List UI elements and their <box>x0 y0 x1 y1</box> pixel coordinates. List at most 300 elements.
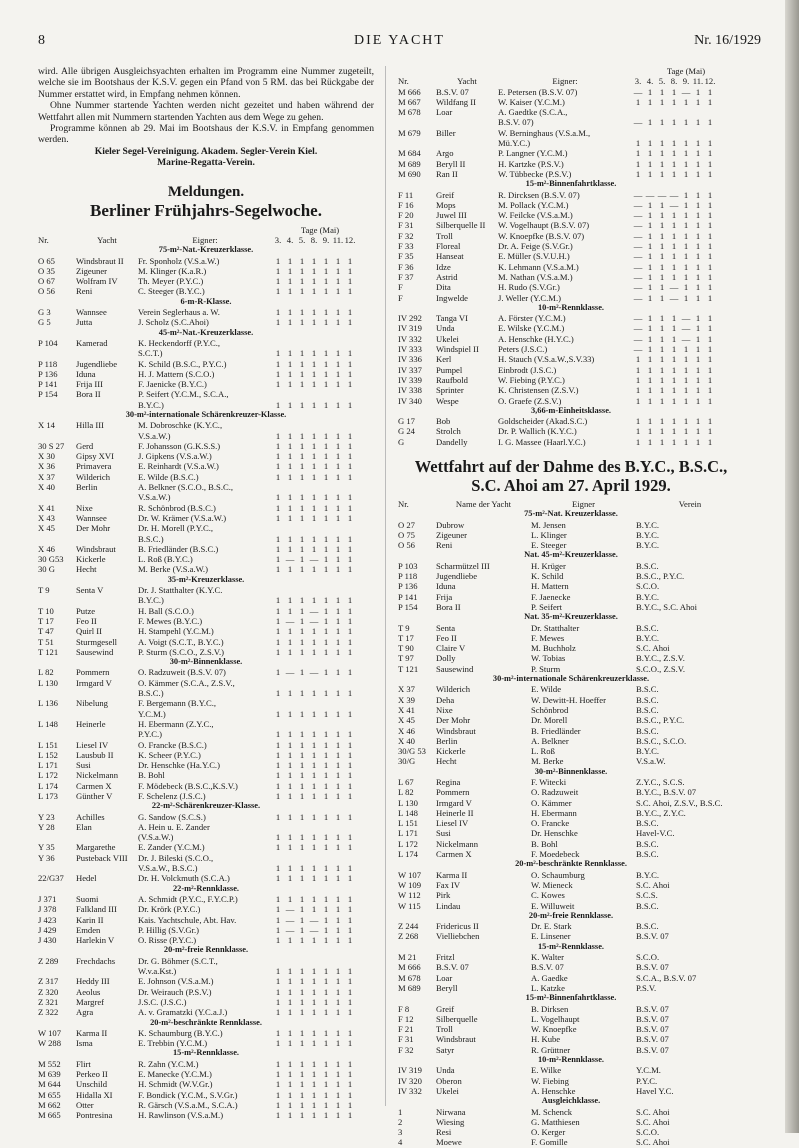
col-days <box>272 235 356 245</box>
owner-name: H. Stauch (V.S.a.W.,S.V.33) <box>498 354 595 365</box>
owner-name: Dr. Morell <box>531 715 568 726</box>
class-heading: 35-m²-Kreuzerklasse. <box>167 574 245 584</box>
owner-name: H. J. Mattern (S.C.O.) <box>138 368 215 379</box>
owner-name: F. Mewes <box>531 632 565 643</box>
club-name: B.S.C. <box>636 900 659 911</box>
day-mark: 1 <box>323 893 329 904</box>
day-mark: 1 <box>311 986 317 997</box>
day-mark: 1 <box>335 615 341 626</box>
owner-name: W. Knoepfke (B.S.V. 07) <box>498 230 585 241</box>
day-mark: 1 <box>659 323 665 334</box>
class-heading: 15-m²-Rennklasse. <box>537 941 605 951</box>
day-mark: 1 <box>671 158 677 169</box>
day-mark: 1 <box>275 1038 281 1049</box>
day-marks <box>632 169 716 179</box>
day-mark: 1 <box>275 492 281 503</box>
owner-name: W. Tobias <box>531 653 566 664</box>
day-mark: — <box>633 251 643 262</box>
day-mark: 1 <box>335 811 341 822</box>
day-mark: 1 <box>683 158 689 169</box>
day-mark: 1 <box>695 344 701 355</box>
page-number: 8 <box>38 33 45 48</box>
day-mark: 1 <box>335 605 341 616</box>
owner-name: P. Seifert (Y.C.M., S.C.A., <box>138 389 229 400</box>
result-row <box>398 890 744 900</box>
day-mark: 1 <box>707 199 713 210</box>
club-name: S.C. Ahoi <box>636 643 670 654</box>
entry-row <box>38 544 374 554</box>
entry-row <box>38 770 374 780</box>
day-mark: 1 <box>347 358 353 369</box>
day-marks <box>632 220 716 230</box>
day-mark: 1 <box>275 904 281 915</box>
club-name: B.S.C. <box>636 560 659 571</box>
day-mark: 1 <box>347 564 353 575</box>
day-marks <box>272 781 356 791</box>
club-name: B.S.C. <box>636 725 659 736</box>
day-mark: — <box>633 241 643 252</box>
entry-row <box>398 426 744 436</box>
day-mark: 1 <box>671 138 677 149</box>
owner-name: F. Mewes (B.Y.C.) <box>138 615 203 626</box>
result-row <box>398 695 744 705</box>
owner-name: Y.C.M.) <box>138 708 166 719</box>
entry-row <box>38 441 374 451</box>
page-edge-shadow <box>785 0 799 1133</box>
yacht-name: Hedel <box>76 873 97 884</box>
owner-name: G. Sandow (S.C.S.) <box>138 811 206 822</box>
sail-number: L 148 <box>398 807 418 818</box>
day-mark: 1 <box>311 461 317 472</box>
result-row <box>398 1065 744 1075</box>
sail-number: P 103 <box>398 560 418 571</box>
day-mark: 1 <box>635 395 641 406</box>
owner-name: Dr. Henschke (Ha.Y.C.) <box>138 760 220 771</box>
result-row <box>398 705 744 715</box>
sail-number: P 118 <box>398 571 418 582</box>
day-mark: 1 <box>695 251 701 262</box>
day-mark: 1 <box>347 533 353 544</box>
sail-number: J 423 <box>38 914 57 925</box>
sail-number: P 141 <box>38 379 58 390</box>
day-mark: 1 <box>647 230 653 241</box>
day-mark: 1 <box>299 348 305 359</box>
day-mark: 1 <box>347 832 353 843</box>
owner-name: B. Bohl <box>531 838 558 849</box>
yacht-name: Liesel IV <box>76 739 109 750</box>
owner-name: F. Bondick (Y.C.M., S.V.Gr.) <box>138 1089 238 1100</box>
day-mark: 1 <box>347 636 353 647</box>
owner-name: F. Johansson (G.K.S.S.) <box>138 440 221 451</box>
yacht-name: Berlin <box>76 482 98 493</box>
sail-number: 2 <box>398 1116 403 1127</box>
day-mark: 1 <box>335 893 341 904</box>
entry-row <box>38 740 374 750</box>
result-row <box>398 1117 744 1127</box>
sail-number: L 82 <box>398 787 414 798</box>
day-mark: 1 <box>275 502 281 513</box>
club-name: B.S.V. 07 <box>636 962 669 973</box>
day-mark: — <box>633 323 643 334</box>
day-mark: 1 <box>707 323 713 334</box>
sail-number: F 37 <box>398 271 414 282</box>
day-mark: 1 <box>323 1110 329 1121</box>
owner-name: B.S.V. 07) <box>498 117 534 128</box>
yacht-name: Fritzl <box>436 952 455 963</box>
owner-name: C. Steeger (B.Y.C.) <box>138 286 205 297</box>
result-row <box>398 581 744 591</box>
day-mark: 1 <box>659 158 665 169</box>
day-mark: 1 <box>275 348 281 359</box>
day-mark: 1 <box>647 199 653 210</box>
results-column-header <box>398 499 744 509</box>
day-mark: 1 <box>647 436 653 447</box>
day-mark: 1 <box>299 1027 305 1038</box>
entry-row <box>398 282 744 292</box>
day-mark: 1 <box>323 636 329 647</box>
day-mark: 1 <box>671 344 677 355</box>
day-marks <box>272 451 356 461</box>
owner-name: Dr. W. Krämer (V.S.a.W.) <box>138 512 227 523</box>
day-mark: 1 <box>647 86 653 97</box>
wettfahrt-heading-1: Wettfahrt auf der Dahme des B.Y.C., B.S.C., <box>414 456 728 476</box>
sail-number: Y 36 <box>38 852 55 863</box>
day-marks <box>272 647 356 657</box>
day-marks <box>272 544 356 554</box>
day-mark: 1 <box>287 1038 293 1049</box>
sail-number: Z 244 <box>398 921 419 932</box>
day-mark: 1 <box>323 265 329 276</box>
day-mark: 1 <box>311 729 317 740</box>
day-mark: 1 <box>695 210 701 221</box>
club-name: B.S.C. <box>636 818 659 829</box>
day-mark: 1 <box>671 313 677 324</box>
day-mark: 1 <box>311 564 317 575</box>
day-marks <box>632 138 716 148</box>
day-mark: 1 <box>275 996 281 1007</box>
day-mark: 1 <box>695 158 701 169</box>
sail-number: T 90 <box>398 643 414 654</box>
day-mark: 1 <box>335 873 341 884</box>
sail-number: L 136 <box>38 698 58 709</box>
day-mark: 1 <box>323 646 329 657</box>
yacht-name: Kickerle <box>436 746 466 757</box>
day-marks <box>272 1059 356 1069</box>
day-mark: 1 <box>659 395 665 406</box>
entry-row <box>38 698 374 708</box>
yacht-name: Carmen X <box>76 780 112 791</box>
sail-number: X 37 <box>398 684 415 695</box>
owner-name: F. Moedebeck <box>531 849 580 860</box>
day-mark: 1 <box>683 220 689 231</box>
entry-row <box>38 1079 374 1089</box>
day-mark: 1 <box>695 117 701 128</box>
class-heading: 45-m²-Nat.-Kreuzerklasse. <box>158 327 254 337</box>
day-mark: 1 <box>347 1110 353 1121</box>
day-mark: 1 <box>683 271 689 282</box>
day-mark: 1 <box>299 615 305 626</box>
day-mark: 1 <box>671 220 677 231</box>
day-mark: 1 <box>335 914 341 925</box>
result-row <box>398 623 744 633</box>
day-marks <box>632 354 716 364</box>
day-mark: 1 <box>275 749 281 760</box>
result-row <box>398 540 744 550</box>
day-mark: 1 <box>683 168 689 179</box>
sail-number: F 21 <box>398 1024 414 1035</box>
day-mark: 1 <box>347 255 353 266</box>
day-mark: 1 <box>647 313 653 324</box>
yacht-name: Hanseat <box>436 251 464 262</box>
day-mark: 1 <box>299 276 305 287</box>
day-mark: 1 <box>323 842 329 853</box>
day-mark: 1 <box>335 554 341 565</box>
owner-name: F. Jaenicke (B.Y.C.) <box>138 379 207 390</box>
left-column <box>38 66 374 1120</box>
yacht-name: Pommern <box>76 667 110 678</box>
day-mark: 1 <box>335 471 341 482</box>
day-mark: 1 <box>347 924 353 935</box>
day-mark: 1 <box>683 261 689 272</box>
day-mark: 1 <box>347 1007 353 1018</box>
day-mark: 1 <box>287 379 293 390</box>
sail-number: Z 268 <box>398 931 419 942</box>
day-mark: 1 <box>287 708 293 719</box>
day-mark: — <box>633 220 643 231</box>
day-mark: 1 <box>287 1110 293 1121</box>
day-mark: 1 <box>287 276 293 287</box>
yacht-name: B.S.V. 07 <box>436 86 469 97</box>
day-mark: 1 <box>311 317 317 328</box>
day-mark: — <box>645 189 655 200</box>
yacht-name: Sprinter <box>436 385 464 396</box>
yacht-name: Troll <box>436 1024 453 1035</box>
day-mark: 1 <box>659 168 665 179</box>
result-row <box>398 1045 744 1055</box>
day-mark: 1 <box>647 117 653 128</box>
yacht-name: Windsbraut <box>76 543 116 554</box>
day-mark: 1 <box>299 512 305 523</box>
intro-paragraph-2: Ohne Nummer startende Yachten werden nicht gezeitet und haben während der Wettfahrt allen mit Nummern startenden Yachten aus dem Wege zu gehen. <box>38 100 374 123</box>
yacht-name: Reni <box>76 286 93 297</box>
day-mark: 1 <box>695 261 701 272</box>
day-marks <box>272 472 356 482</box>
signature-line-2: Marine-Regatta-Verein. <box>157 157 255 169</box>
day-mark: 1 <box>287 976 293 987</box>
yacht-name: Wilderich <box>76 471 111 482</box>
col-yacht: Yacht <box>97 234 117 245</box>
yacht-name: Nirwana <box>436 1106 466 1117</box>
day-mark: 1 <box>287 595 293 606</box>
entry-row <box>38 853 374 863</box>
day-mark: 1 <box>275 667 281 678</box>
day-marks <box>272 812 356 822</box>
class-heading: 22-m²-Schärenkreuzer-Klasse. <box>151 801 261 811</box>
day-mark: 1 <box>311 1079 317 1090</box>
entry-row <box>38 997 374 1007</box>
entry-row <box>38 904 374 914</box>
day-mark: — <box>309 615 319 626</box>
owner-name: H. Rawlinson (V.S.a.M.) <box>138 1110 224 1121</box>
day-marks <box>272 626 356 636</box>
owner-name: V.S.a.W.) <box>138 492 171 503</box>
day-mark: 1 <box>335 451 341 462</box>
day-mark: 1 <box>287 255 293 266</box>
yacht-name: Falkland III <box>76 904 117 915</box>
day-mark: 1 <box>275 368 281 379</box>
day-mark: 1 <box>335 924 341 935</box>
sail-number: G 17 <box>398 416 415 427</box>
day-marks <box>272 1007 356 1017</box>
entry-row <box>38 513 374 523</box>
day-mark: 1 <box>323 595 329 606</box>
day-mark: — <box>309 914 319 925</box>
day-mark: 1 <box>275 440 281 451</box>
sail-number: M 21 <box>398 952 417 963</box>
day-marks <box>272 904 356 914</box>
day-mark: 1 <box>311 688 317 699</box>
yacht-name: Ukelei <box>436 1085 459 1096</box>
day-mark: 1 <box>311 935 317 946</box>
sail-number: M 689 <box>398 982 421 993</box>
sail-number: O 65 <box>38 255 55 266</box>
day-mark: 1 <box>347 1099 353 1110</box>
day-marks <box>272 935 356 945</box>
yacht-name: Strolch <box>436 426 461 437</box>
owner-name: Peters (J.S.C.) <box>498 344 548 355</box>
day-marks <box>272 894 356 904</box>
day-header: 4. <box>646 76 654 87</box>
day-mark: 1 <box>347 379 353 390</box>
yacht-name: Hidalla XI <box>76 1089 113 1100</box>
result-row <box>398 1024 744 1034</box>
owner-name: O. Kerger <box>531 1127 566 1138</box>
day-marks <box>272 1028 356 1038</box>
day-mark: 1 <box>347 996 353 1007</box>
owner-name: P. Langner (Y.C.M.) <box>498 148 568 159</box>
day-mark: 1 <box>695 199 701 210</box>
club-name: S.C.O. <box>636 581 660 592</box>
day-mark: 1 <box>299 379 305 390</box>
day-mark: 1 <box>287 1089 293 1100</box>
day-mark: 1 <box>683 241 689 252</box>
sail-number: M 667 <box>398 96 421 107</box>
day-marks <box>272 873 356 883</box>
owner-name: E. Wilske (Y.C.M.) <box>498 323 565 334</box>
day-mark: 1 <box>659 426 665 437</box>
day-marks <box>272 863 356 873</box>
day-mark: 1 <box>311 1038 317 1049</box>
day-mark: 1 <box>299 708 305 719</box>
day-mark: 1 <box>347 368 353 379</box>
day-marks <box>632 262 716 272</box>
day-mark: 1 <box>299 636 305 647</box>
day-mark: 1 <box>347 286 353 297</box>
day-mark: 1 <box>659 374 665 385</box>
entry-row <box>398 169 744 179</box>
day-mark: 1 <box>335 307 341 318</box>
day-mark: 1 <box>299 780 305 791</box>
owner-name: Dr. P. Wallich (K.Y.C.) <box>498 426 577 437</box>
day-mark: 1 <box>635 138 641 149</box>
day-mark: 1 <box>311 1007 317 1018</box>
day-mark: 1 <box>335 512 341 523</box>
owner-name: W. Kaiser (Y.C.M.) <box>498 96 565 107</box>
day-mark: 1 <box>695 416 701 427</box>
day-mark: 1 <box>287 492 293 503</box>
day-mark: 1 <box>683 138 689 149</box>
day-marks <box>632 375 716 385</box>
result-row <box>398 643 744 653</box>
owner-name: K. Heckendorff (P.Y.C., <box>138 337 221 348</box>
day-mark: 1 <box>335 904 341 915</box>
day-mark: 1 <box>347 842 353 853</box>
yacht-name: Silberquelle II <box>436 220 486 231</box>
day-mark: 1 <box>311 1099 317 1110</box>
sail-number: IV 338 <box>398 385 422 396</box>
day-mark: — <box>285 554 295 565</box>
day-mark: 1 <box>335 986 341 997</box>
sail-number: P 104 <box>38 337 58 348</box>
club-name: B.Y.C. <box>636 529 660 540</box>
result-row <box>398 561 744 571</box>
yacht-name: Senta V <box>76 585 104 596</box>
owner-name: L. Katzke <box>531 982 565 993</box>
day-mark: 1 <box>695 220 701 231</box>
entry-row <box>38 1090 374 1100</box>
day-mark: 1 <box>695 333 701 344</box>
day-mark: — <box>633 86 643 97</box>
day-mark: 1 <box>647 261 653 272</box>
day-mark: — <box>285 615 295 626</box>
entry-row <box>38 915 374 925</box>
entry-row <box>38 760 374 770</box>
yacht-name: Fax IV <box>436 879 461 890</box>
day-mark: 1 <box>335 770 341 781</box>
day-mark: 1 <box>659 364 665 375</box>
day-mark: 1 <box>647 158 653 169</box>
club-name: B.Y.C., S.C. Ahoi <box>636 601 697 612</box>
day-mark: 1 <box>347 688 353 699</box>
owner-name: W. Fiebing <box>531 1075 569 1086</box>
sail-number: F 36 <box>398 261 414 272</box>
day-mark: 1 <box>647 385 653 396</box>
entry-row <box>38 688 374 698</box>
day-mark: 1 <box>707 96 713 107</box>
entry-row <box>38 1069 374 1079</box>
club-name: B.S.C. <box>636 704 659 715</box>
day-marks <box>272 606 356 616</box>
sail-number: L 130 <box>398 797 418 808</box>
day-mark: 1 <box>311 1058 317 1069</box>
day-mark: 1 <box>683 416 689 427</box>
day-marks <box>272 564 356 574</box>
owner-name: M. Schenck <box>531 1106 573 1117</box>
day-marks <box>272 276 356 286</box>
day-mark: 1 <box>287 636 293 647</box>
owner-name: J. Weller (Y.C.M.) <box>498 292 561 303</box>
day-marks <box>272 1090 356 1100</box>
owner-name: Fr. Sponholz (V.S.a.W.) <box>138 255 220 266</box>
day-mark: 1 <box>323 1089 329 1100</box>
yacht-name: Moewe <box>436 1137 462 1148</box>
entry-row <box>398 365 744 375</box>
yacht-name: Unschild <box>76 1079 108 1090</box>
day-mark: 1 <box>275 780 281 791</box>
sail-number: J 371 <box>38 893 57 904</box>
sail-number: X 46 <box>398 725 415 736</box>
yacht-name: Ukelei <box>436 333 459 344</box>
